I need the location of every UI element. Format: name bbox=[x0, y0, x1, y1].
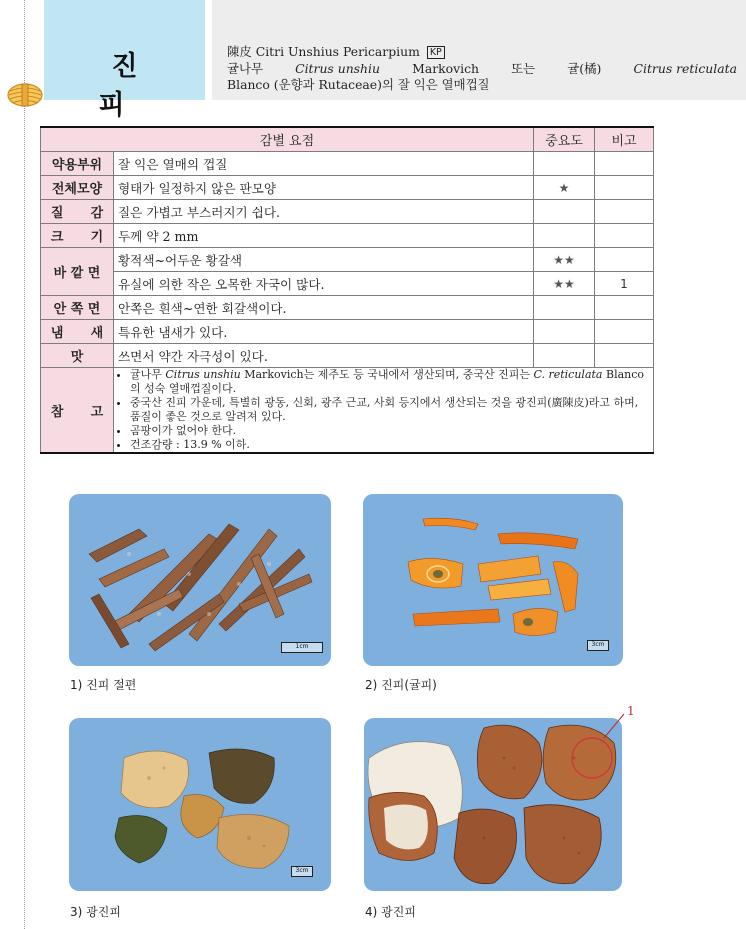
row-description: 유실에 의한 작은 오목한 자국이 많다. bbox=[114, 272, 534, 296]
scale-bar: 3cm bbox=[291, 866, 313, 877]
row-label: 전체모양 bbox=[41, 176, 114, 200]
page-title: 진 피 bbox=[98, 51, 164, 121]
kp-badge: KP bbox=[427, 46, 445, 59]
note-item: • 귤나무 Citrus unshiu Markovich는 제주도 등 국내에서 생산되며, 중국산 진피는 C. reticulata Blanco의 성숙 열매껍질이다. bbox=[130, 368, 649, 396]
row-description: 잘 익은 열매의 껍질 bbox=[114, 152, 534, 176]
table-row bbox=[41, 272, 654, 296]
herb-latin-name: Citri Unshius Pericarpium bbox=[255, 44, 420, 59]
row-label: 안 쪽 면 bbox=[41, 296, 114, 320]
photo-citrus-peel bbox=[363, 494, 623, 666]
header-band bbox=[212, 0, 746, 100]
marker-leader-line bbox=[600, 712, 630, 742]
photo-caption: 2) 진피(귤피) bbox=[365, 678, 437, 692]
table-header-row bbox=[41, 127, 654, 152]
herb-bundle-icon bbox=[4, 80, 46, 110]
table-row bbox=[41, 176, 654, 200]
row-description: 특유한 냄새가 있다. bbox=[114, 320, 534, 344]
note-item: • 곰팡이가 없어야 한다. bbox=[130, 424, 649, 438]
header-reference: 비고 bbox=[595, 127, 654, 152]
photo-caption: 3) 광진피 bbox=[70, 905, 121, 919]
notes-label: 참 고 bbox=[41, 368, 114, 454]
table-row bbox=[41, 320, 654, 344]
citrus-peel-image bbox=[363, 494, 623, 666]
origin-conjunction: 또는 bbox=[511, 60, 536, 76]
identification-table bbox=[40, 126, 654, 454]
origin-species-1: Citrus unshiu bbox=[295, 60, 380, 76]
note-item: • 건조감량 : 13.9 % 이하. bbox=[130, 438, 649, 452]
note-item: • 중국산 진피 가운데, 특별히 광동, 신회, 광주 근교, 사회 등지에서 생산되는 것을 광진피(廣陳皮)라고 하며, 품질이 좋은 것으로 알려져 있다. bbox=[130, 396, 649, 424]
row-label: 크 기 bbox=[41, 224, 114, 248]
header-line-1 bbox=[227, 44, 737, 61]
row-importance bbox=[534, 152, 595, 176]
row-reference bbox=[595, 176, 654, 200]
photo-caption: 1) 진피 절편 bbox=[70, 678, 137, 692]
row-description: 쓰면서 약간 자극성이 있다. bbox=[114, 344, 534, 368]
row-description: 질은 가볍고 부스러지기 쉽다. bbox=[114, 200, 534, 224]
table-row bbox=[41, 344, 654, 368]
row-importance bbox=[534, 344, 595, 368]
header-line-2 bbox=[227, 61, 737, 78]
row-importance: ★★ bbox=[534, 272, 595, 296]
row-importance: ★★ bbox=[534, 248, 595, 272]
header-importance: 중요도 bbox=[534, 127, 595, 152]
table-row bbox=[41, 200, 654, 224]
table-row bbox=[41, 224, 654, 248]
row-importance bbox=[534, 296, 595, 320]
row-reference bbox=[595, 200, 654, 224]
row-reference bbox=[595, 248, 654, 272]
header-line-3: Blanco (운향과 Rutaceae)의 잘 익은 열매껍질 bbox=[227, 77, 490, 92]
header-description bbox=[227, 44, 737, 94]
row-reference bbox=[595, 320, 654, 344]
scale-bar: 1cm bbox=[281, 642, 323, 653]
origin-plant-1: 귤나무 bbox=[227, 60, 263, 76]
notes-row bbox=[41, 368, 654, 454]
row-importance: ★ bbox=[534, 176, 595, 200]
notes-content bbox=[114, 368, 654, 454]
row-description: 형태가 일정하지 않은 판모양 bbox=[114, 176, 534, 200]
reference-marker: 1 bbox=[627, 704, 635, 718]
origin-plant-2: 귤(橘) bbox=[567, 60, 602, 76]
herb-hanja-name: 陳皮 bbox=[227, 44, 252, 59]
header-key-points: 감별 요점 bbox=[41, 127, 534, 152]
photo-guang-chenpi-whole bbox=[364, 718, 622, 891]
photo-sliced-peel bbox=[69, 494, 331, 666]
page-margin-line bbox=[24, 0, 25, 929]
row-label: 맛 bbox=[41, 344, 114, 368]
title-box bbox=[44, 0, 205, 121]
row-reference bbox=[595, 224, 654, 248]
row-reference bbox=[595, 152, 654, 176]
origin-author-1: Markovich bbox=[412, 60, 479, 76]
row-label: 질 감 bbox=[41, 200, 114, 224]
row-description: 두께 약 2 mm bbox=[114, 224, 534, 248]
row-importance bbox=[534, 320, 595, 344]
row-description: 안쪽은 흰색~연한 회갈색이다. bbox=[114, 296, 534, 320]
guang-chenpi-whole-image bbox=[364, 718, 622, 891]
photo-guang-chenpi bbox=[69, 718, 331, 891]
origin-species-2: Citrus reticulata bbox=[633, 60, 737, 76]
sliced-peel-image bbox=[69, 494, 331, 666]
table-row bbox=[41, 152, 654, 176]
row-label: 약용부위 bbox=[41, 152, 114, 176]
row-reference bbox=[595, 344, 654, 368]
scale-bar: 3cm bbox=[587, 640, 609, 651]
row-importance bbox=[534, 224, 595, 248]
row-reference: 1 bbox=[595, 272, 654, 296]
photo-caption: 4) 광진피 bbox=[365, 905, 416, 919]
row-label: 바 깥 면 bbox=[41, 248, 114, 296]
table-row bbox=[41, 296, 654, 320]
row-importance bbox=[534, 200, 595, 224]
row-description: 황적색~어두운 황갈색 bbox=[114, 248, 534, 272]
row-label: 냄 새 bbox=[41, 320, 114, 344]
table-row bbox=[41, 248, 654, 272]
row-reference bbox=[595, 296, 654, 320]
